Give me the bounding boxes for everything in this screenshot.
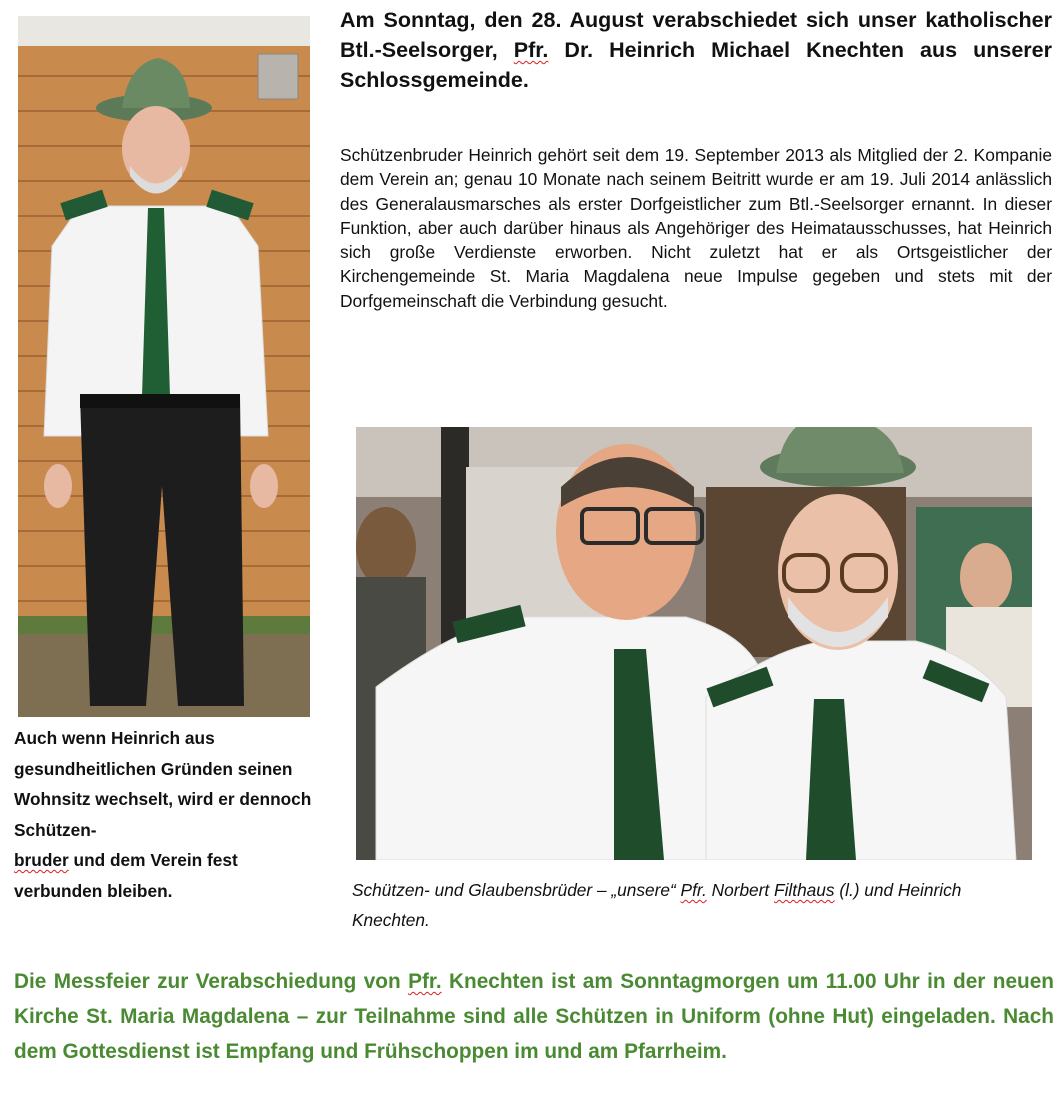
announcement-text-start: Die Messfeier zur Verabschiedung von <box>14 970 409 993</box>
left-caption-underlined-word: bruder <box>14 850 69 870</box>
photo-two-men-image <box>356 427 1032 860</box>
photo-heinrich-standing <box>18 16 310 717</box>
headline <box>340 5 1052 95</box>
left-caption-text-end: und dem Verein fest verbunden bleiben. <box>14 850 238 901</box>
headline-pfr-abbr: Pfr. <box>513 38 549 62</box>
right-photo-caption <box>352 875 1042 935</box>
photo-caption-part-1: Schützen- und Glaubensbrüder – „unsere“ <box>352 880 681 900</box>
announcement-pfr-abbr: Pfr. <box>408 970 442 993</box>
mass-announcement <box>14 964 1054 1069</box>
body-paragraph: Schützenbruder Heinrich gehört seit dem 19. September 2013 als Mitglied der 2. Kompanie dem Verein an; genau 10 Monate nach seinem Beitritt wurde er am 19. Juli 2014 anlässlich des Generalausmarsches als erster Dorfgeistlicher zum Btl.-Seelsorger ernannt. In dieser Funktion, aber auch darüber hinaus als Angehöriger des Heimatausschusses, hat Heinrich sich große Verdienste erworben. Nicht zuletzt hat er als Ortsgeistlicher der Kirchengemeinde St. Maria Magdalena neue Impulse gegeben und stets mit der Dorfgemeinschaft die Verbindung gesucht. <box>340 145 1052 311</box>
headline-text-start: Am Sonntag, den 28. August verabschiedet sich unser katholischer Btl.-Seelsorger, <box>340 8 1052 62</box>
photo-caption-pfr-abbr: Pfr. <box>680 880 707 900</box>
left-photo-caption <box>14 723 314 906</box>
announcement-text-end: Knechten ist am Sonntagmorgen um 11.00 Uhr in der neuen Kirche St. Maria Magdalena – zur Teilnahme sind alle Schützen in Uniform (ohne Hut) eingeladen. Nach dem Gottesdienst ist Empfang und Frühschoppen im und am Pfarrheim. <box>14 970 1054 1063</box>
photo-two-men <box>356 427 1032 860</box>
photo-heinrich-standing-image <box>18 16 310 717</box>
photo-caption-surname: Filthaus <box>774 880 835 900</box>
photo-caption-part-2: Norbert <box>706 880 775 900</box>
photo-caption-part-3: (l.) und Heinrich Knechten. <box>352 880 962 930</box>
left-caption-text-start: Auch wenn Heinrich aus gesundheitlichen Gründen seinen Wohnsitz wechselt, wird er dennoch Schützen- <box>14 728 312 840</box>
headline-text-end: Dr. Heinrich Michael Knechten aus unserer Schlossgemeinde. <box>340 38 1052 92</box>
